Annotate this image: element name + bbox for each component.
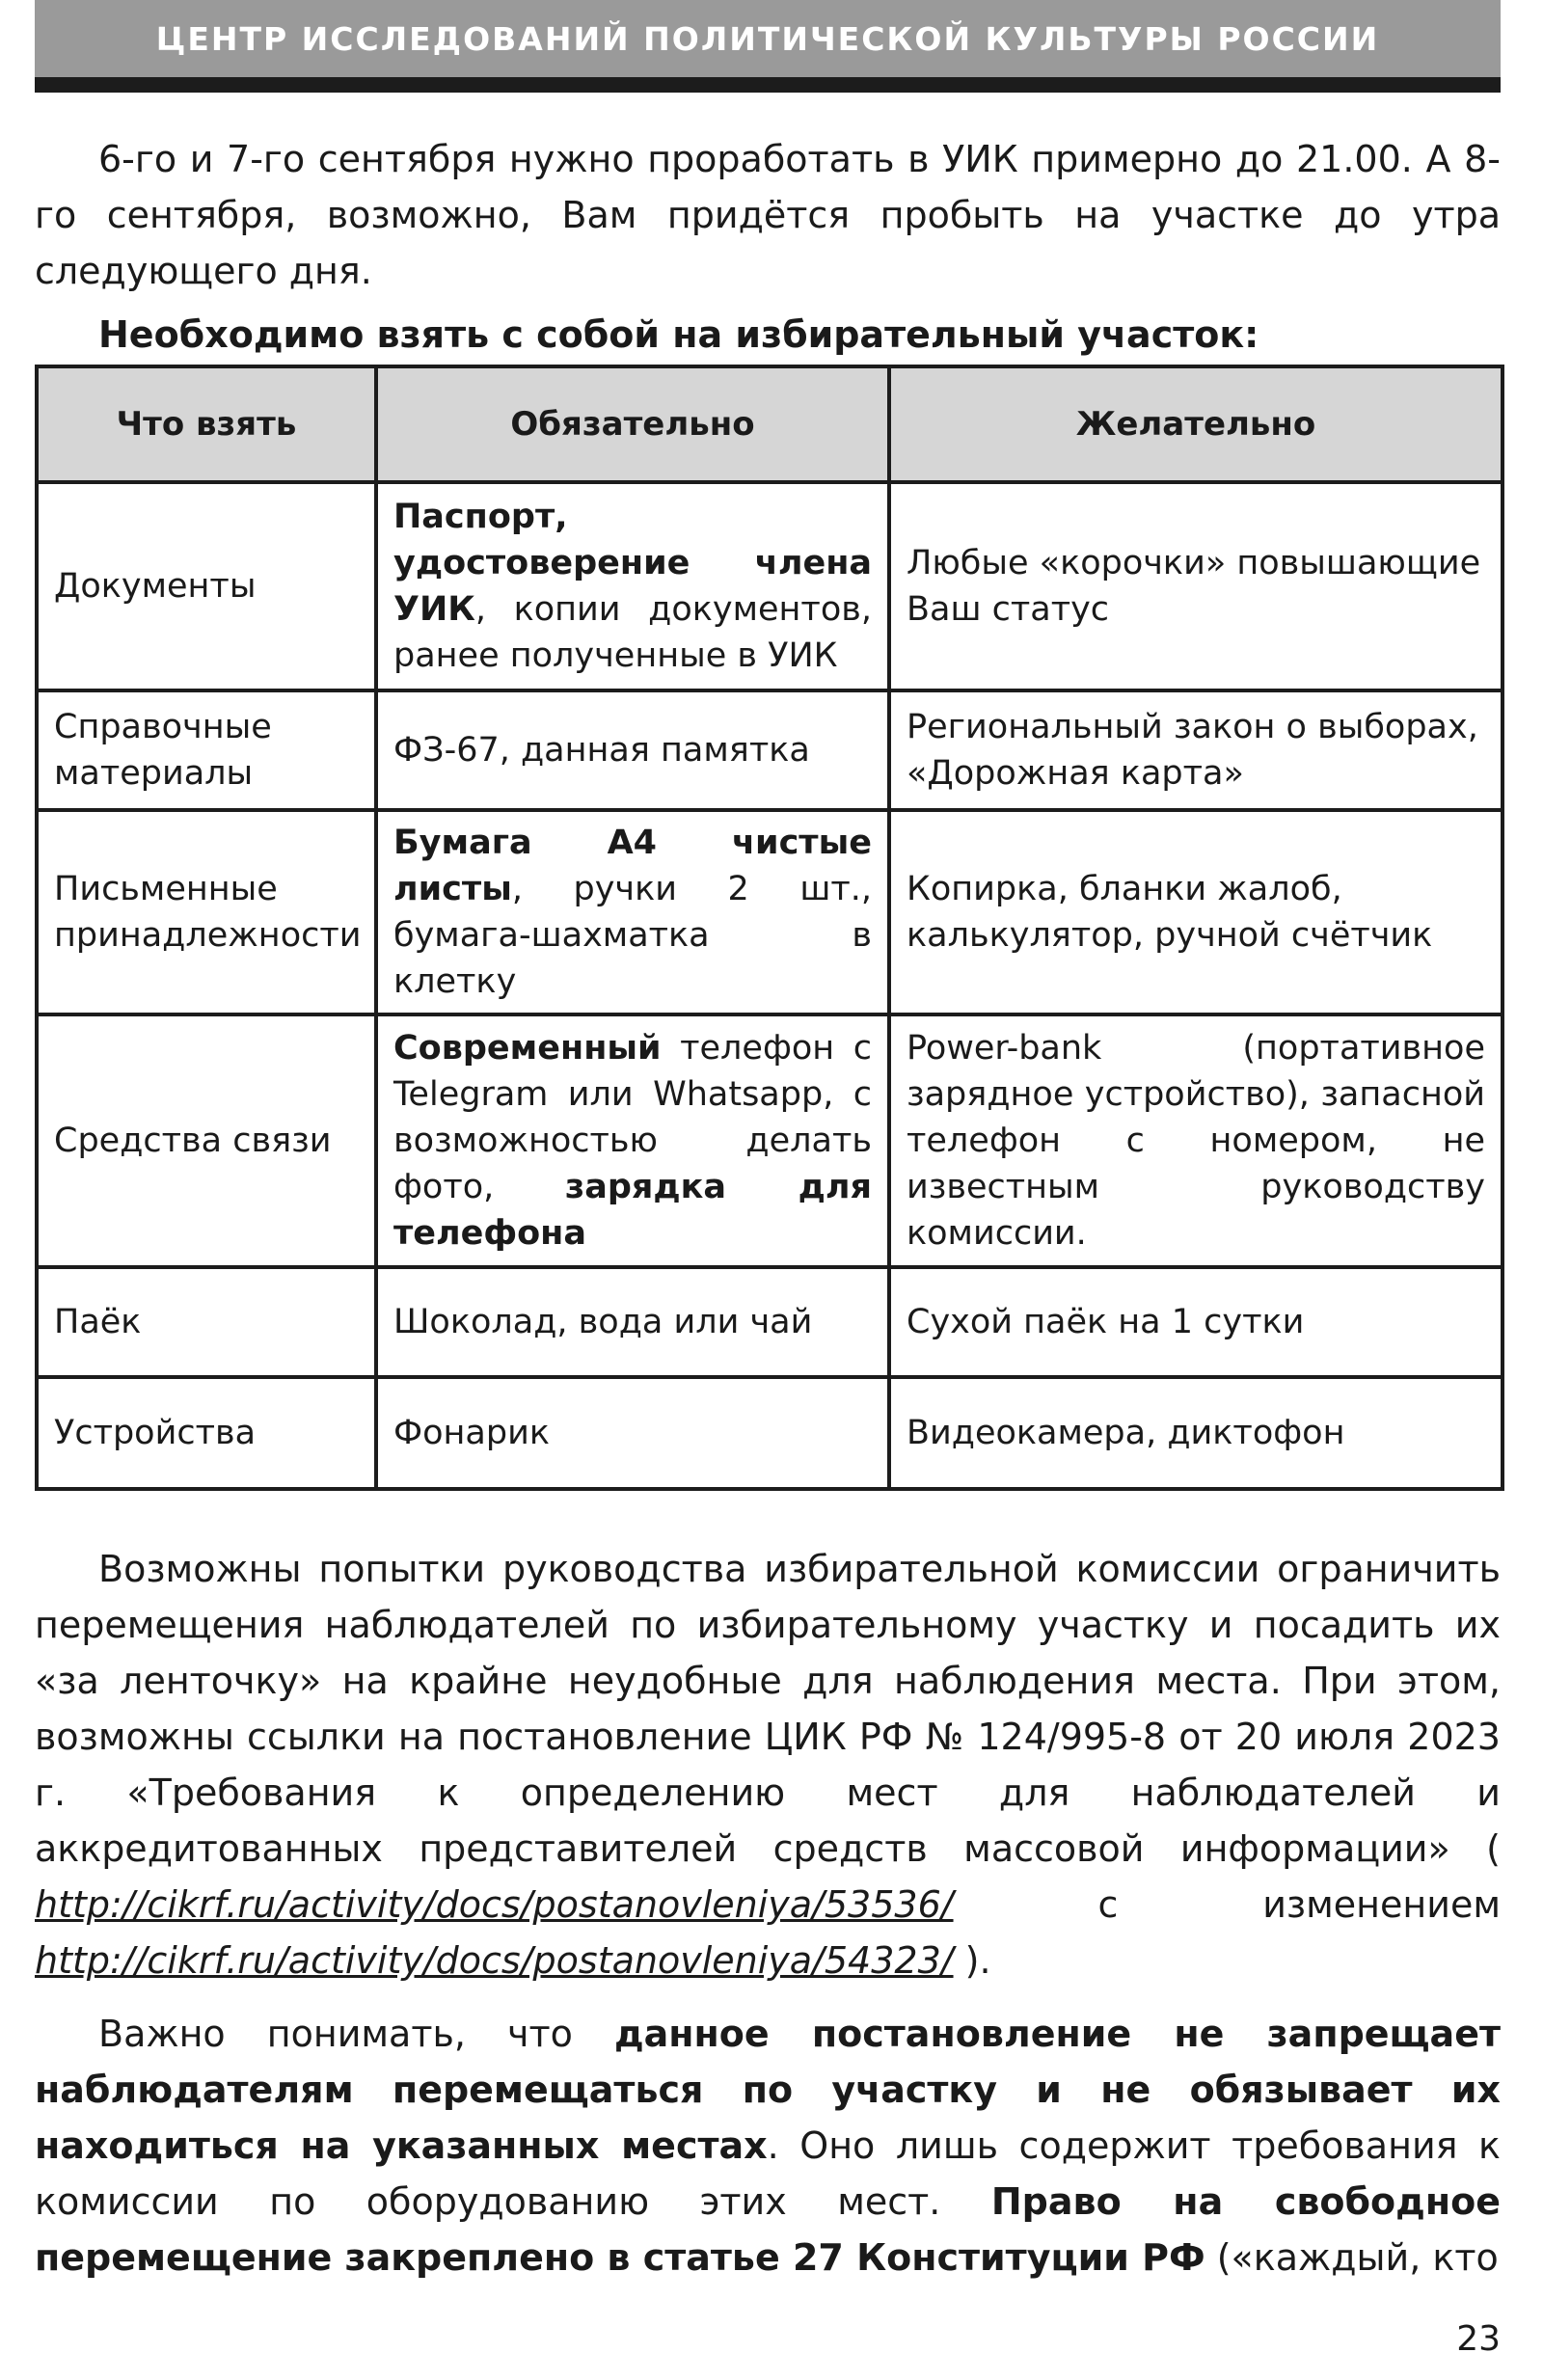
required-text: , ручки 2 шт., бумага-шахматка в клетку xyxy=(393,870,872,1001)
cell-required xyxy=(376,810,889,1014)
required-bold: Современный xyxy=(393,1029,662,1068)
cell-required xyxy=(376,1014,889,1267)
cik-link-53536[interactable]: http://cikrf.ru/activity/docs/postanovleniya/53536/ xyxy=(35,1883,954,1926)
header-optional: Желательно xyxy=(889,366,1502,482)
items-table xyxy=(35,365,1504,1491)
cell-item: Письменные принадлежности xyxy=(37,810,376,1014)
required-text: телефон с Telegram или Whatsapp, с возможностью делать фото, xyxy=(393,1029,872,1206)
header-item: Что взять xyxy=(37,366,376,482)
cell-required xyxy=(376,482,889,690)
table-row xyxy=(37,1014,1502,1267)
cell-item: Документы xyxy=(37,482,376,690)
cell-optional: Копирка, бланки жалоб, калькулятор, ручной счётчик xyxy=(889,810,1502,1014)
table-row xyxy=(37,810,1502,1014)
required-bold-2: зарядка для телефона xyxy=(393,1168,873,1253)
paragraph-text: Важно понимать, что xyxy=(98,2013,614,2055)
table-row xyxy=(37,690,1502,810)
table-row xyxy=(37,482,1502,690)
cell-item: Паёк xyxy=(37,1267,376,1377)
paragraph-text: с изменением xyxy=(953,1883,1501,1926)
table-heading: Необходимо взять с собой на избирательный участок: xyxy=(98,313,1259,356)
cell-optional: Видеокамера, диктофон xyxy=(889,1377,1502,1489)
header-required: Обязательно xyxy=(376,366,889,482)
page-number: 23 xyxy=(1456,2319,1501,2359)
paragraph-bold: данное постановление не запрещает наблюдателям перемещаться по участку и не обязывает их находиться на указанных местах xyxy=(35,2013,1501,2167)
cell-item: Справочные материалы xyxy=(37,690,376,810)
cell-optional: Сухой паёк на 1 сутки xyxy=(889,1267,1502,1377)
cell-required: Шоколад, вода или чай xyxy=(376,1267,889,1377)
cell-optional: Любые «корочки» повышающие Ваш статус xyxy=(889,482,1502,690)
intro-paragraph: 6-го и 7-го сентября нужно проработать в УИК примерно до 21.00. А 8-го сентября, возможно, Вам придётся пробыть на участке до утра следующего дня. xyxy=(35,138,1501,292)
table-row xyxy=(37,1267,1502,1377)
paragraph-rights xyxy=(35,2006,1501,2285)
required-bold: Бумага А4 чистые листы xyxy=(393,824,872,908)
required-text: , копии документов, ранее полученные в УИК xyxy=(393,590,872,675)
cell-item: Средства связи xyxy=(37,1014,376,1267)
header-title: ЦЕНТР ИССЛЕДОВАНИЙ ПОЛИТИЧЕСКОЙ КУЛЬТУРЫ РОССИИ xyxy=(155,19,1380,58)
paragraph-bold: Право на свободное перемещение закреплено в статье 27 Конституции РФ xyxy=(35,2180,1501,2279)
cell-item: Устройства xyxy=(37,1377,376,1489)
cell-required: ФЗ-67, данная памятка xyxy=(376,690,889,810)
table-row xyxy=(37,1377,1502,1489)
paragraph-text: Возможны попытки руководства избирательной комиссии ограничить перемещения наблюдателей по избирательному участку и посадить их «за ленточку» на крайне неудобные для наблюдения места. При этом, возможны ссылки на постановление ЦИК РФ № 124/995-8 от 20 июля 2023 г. «Требования к определению мест для наблюдателей и аккредитованных представителей средств массовой информации» ( xyxy=(35,1548,1501,1870)
paragraph-restrictions xyxy=(35,1541,1501,1988)
cik-link-54323[interactable]: http://cikrf.ru/activity/docs/postanovleniya/54323/ xyxy=(35,1939,954,1982)
table-header-row xyxy=(37,366,1502,482)
paragraph-text: . Оно лишь содержит требования к комиссии по оборудованию этих мест. xyxy=(35,2124,1501,2223)
required-bold: Паспорт, удостоверение члена УИК xyxy=(393,498,872,629)
paragraph-text: («каждый, кто xyxy=(1205,2236,1499,2279)
cell-required: Фонарик xyxy=(376,1377,889,1489)
cell-optional: Power-bank (портативное зарядное устройство), запасной телефон с номером, не известным руководству комиссии. xyxy=(889,1014,1502,1267)
page-header xyxy=(35,0,1501,93)
paragraph-text: ). xyxy=(953,1939,991,1982)
cell-optional: Региональный закон о выборах, «Дорожная карта» xyxy=(889,690,1502,810)
